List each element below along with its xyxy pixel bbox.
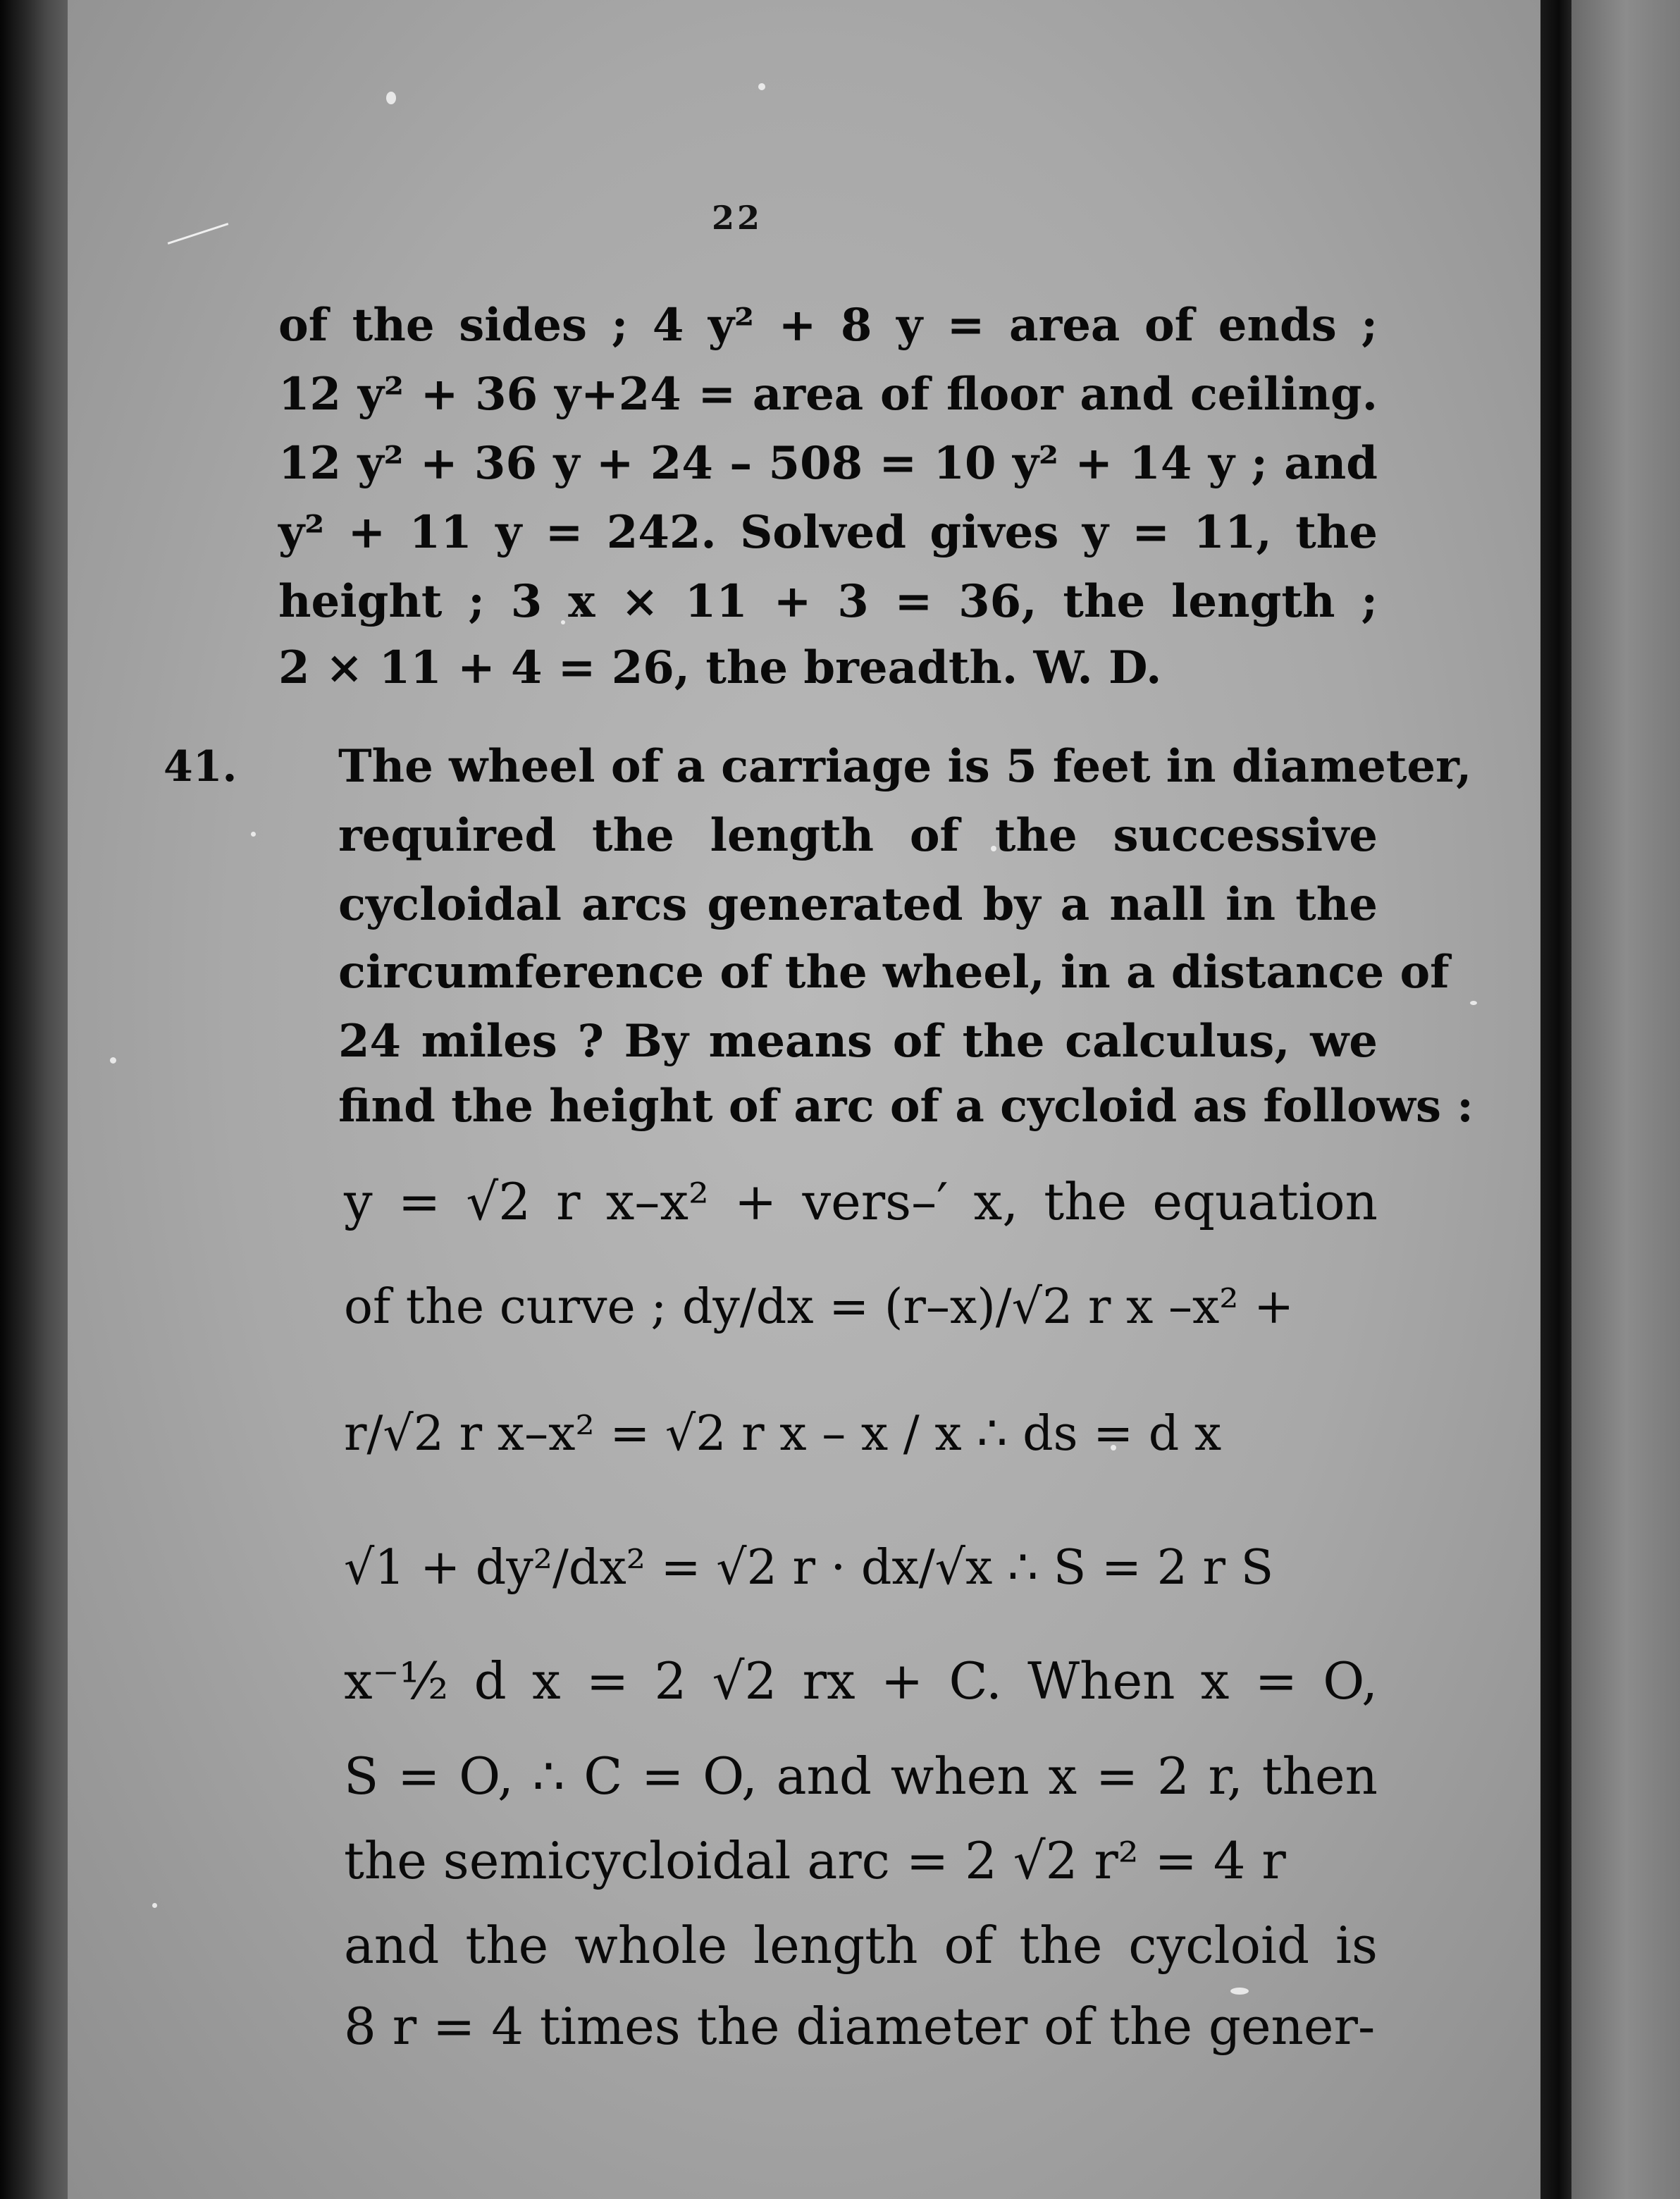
facing-page-edge <box>1571 0 1680 2199</box>
text-line: 12 y² + 36 y + 24 – 508 = 10 y² + 14 y ; and <box>278 437 1378 490</box>
problem-line: 24 miles ? By means of the calculus, we <box>338 1015 1378 1068</box>
book-gutter <box>1540 0 1571 2199</box>
problem-line: find the height of arc of a cycloid as follows : <box>338 1080 1474 1133</box>
text-line: 12 y² + 36 y+24 = area of floor and ceiling. <box>278 368 1378 421</box>
problem-line: required the length of the successive <box>338 809 1378 862</box>
formula-line: 8 r = 4 times the diameter of the gener- <box>344 1997 1376 2056</box>
text-line: of the sides ; 4 y² + 8 y = area of ends ; <box>278 299 1378 352</box>
text-line: y² + 11 y = 242. Solved gives y = 11, the <box>278 506 1378 559</box>
formula-line: x⁻½ d x = 2 √2 rx + C. When x = O, <box>344 1651 1378 1711</box>
scan-mark <box>168 223 229 245</box>
problem-line: cycloidal arcs generated by a nall in the <box>338 878 1378 931</box>
text-line: height ; 3 x × 11 + 3 = 36, the length ; <box>278 575 1378 628</box>
problem-line: circumference of the wheel, in a distance of <box>338 946 1450 999</box>
formula-line: the semicycloidal arc = 2 √2 r² = 4 r <box>344 1831 1286 1890</box>
text-line: 2 × 11 + 4 = 26, the breadth. W. D. <box>278 641 1162 694</box>
problem-line: The wheel of a carriage is 5 feet in diameter, <box>338 740 1472 793</box>
formula-line: and the whole length of the cycloid is <box>344 1916 1378 1975</box>
formula-line: S = O, ∴ C = O, and when x = 2 r, then <box>344 1747 1378 1806</box>
scan-left-border <box>0 0 68 2199</box>
page-number: 22 <box>712 199 763 237</box>
formula-line: √1 + dy²/dx² = √2 r · dx/√x ∴ S = 2 r S <box>344 1540 1274 1596</box>
problem-number: 41. <box>163 742 237 791</box>
formula-line: y = √2 r x–x² + vers–′ x, the equation <box>344 1172 1378 1231</box>
formula-line: r/√2 r x–x² = √2 r x – x / x ∴ ds = d x <box>344 1406 1222 1462</box>
formula-line: of the curve ; dy/dx = (r–x)/√2 r x –x² + <box>344 1279 1295 1335</box>
